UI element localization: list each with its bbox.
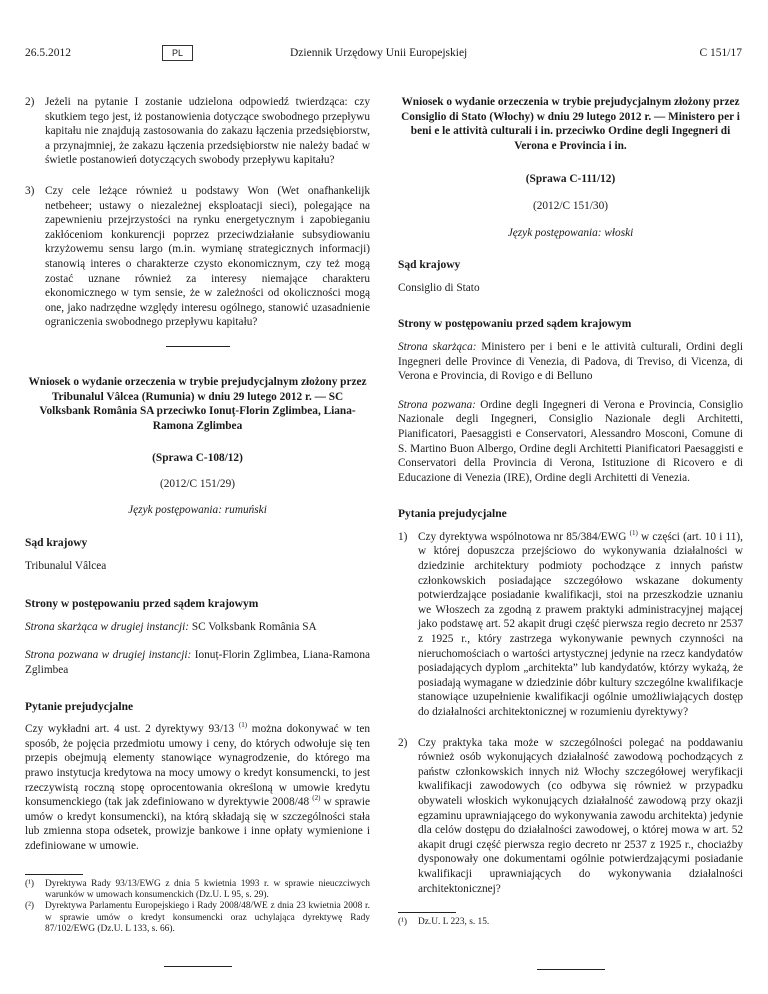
footnote-1 xyxy=(25,879,370,902)
right-column xyxy=(398,95,743,970)
question-item xyxy=(398,530,743,720)
end-divider xyxy=(537,969,605,970)
defendant-line xyxy=(25,648,370,677)
question-text: Czy cele leżące również u podstawy Won (Wet onafhankelijk netbeheer; ustawy o niezależnej eksploatacji sieci), polegające na zapewnieniu przejrzystości na rynku energetycznym i zapobieganiu zakłóceniom konkurencji poprzez przeciwdziałanie subsydiowaniu krzyżowemu sensu largo (m.in. wymianę strategicznych informacji) stanowią interes o charakterze czysto ekonomicznym, czy też mogą zostać uznane również za interesy niemające charakteru ekonomicznego w tym sensie, że w zależności od okoliczności mogą one, jako nadrzędne względy interesu ogólnego, stanowić uzasadnienie ograniczenia swobodnego przepływu kapitału? xyxy=(45,184,370,329)
case-number: (Sprawa C-108/12) xyxy=(152,452,243,465)
footnote-rule xyxy=(398,912,456,913)
footnote-1 xyxy=(398,917,743,928)
case-reference: (2012/C 151/30) xyxy=(533,199,608,212)
page-header xyxy=(22,45,746,67)
question-item xyxy=(25,184,370,330)
footnote-ref-1[interactable]: (1) xyxy=(629,529,638,538)
plaintiff-label: Strona skarżąca: xyxy=(398,340,477,353)
defendant-name: Ordine degli Ingegneri di Verona e Provincia, Consiglio Nazionale degli Ingegneri, Consiglio Nazionale degli Architetti, Pianificatori, Paesaggisti e Conservatori, Alessandro Mosconi, Comune di S. Martino Buon Albergo, Ordine degli Architetti Pianificatori Paesaggisti e Conservatori della Provincia di Verona, Istituzione di Ricovero e di Educazione di Venezia (IRE), Ordine degli Architetti di Venezia. xyxy=(398,398,743,484)
footnote-text: Dyrektywa Parlamentu Europejskiego i Rady 2008/48/WE z dnia 23 kwietnia 2008 r. w sprawie umów o kredyt konsumencki oraz uchylająca dyrektywę Rady 87/102/EWG (Dz.U. L 133, s. 66). xyxy=(45,901,370,935)
footnote-ref-1[interactable]: (1) xyxy=(238,721,248,730)
page-number: C 151/17 xyxy=(699,47,742,59)
case-reference: (2012/C 151/29) xyxy=(160,477,235,490)
section-divider xyxy=(166,346,230,347)
question-item xyxy=(398,736,743,897)
defendant-label: Strona pozwana w drugiej instancji: xyxy=(25,649,192,662)
question-part: można dokonywać w ten sposób, że pojęcia przedmiotu umowy i ceny, do których odwołuje się ten przepis obejmują elementy stanowiące wynagrodzenie, do którego ma prawo instytucja kredytowa na mocy umowy o kredyt konsumencki, to jest rzeczywistą roczną stopę oprocentowania określoną w umowie kredytu konsumenckiego (tak jak zdefiniowano w dyrektywie 2008/48 xyxy=(25,723,371,809)
national-court-heading: Sąd krajowy xyxy=(398,259,461,272)
plaintiff-name: SC Volksbank România SA xyxy=(191,620,317,633)
plaintiff-label: Strona skarżąca w drugiej instancji: xyxy=(25,620,190,633)
footnote-text: Dz.U. L 223, s. 15. xyxy=(418,917,490,928)
national-court: Consiglio di Stato xyxy=(398,281,480,294)
defendant-label: Strona pozwana: xyxy=(398,398,476,411)
question-number: 2) xyxy=(25,96,35,108)
case-title: Wniosek o wydanie orzeczenia w trybie prejudycjalnym złożony przez Consiglio di Stato (Włochy) w dniu 29 lutego 2012 r. — Ministero per i beni e le attività culturali i in. przeciwko Ordine degli Ingegneri di Verona e Provincia i in. xyxy=(401,96,740,152)
question-part: Czy dyrektywa wspólnotowa nr 85/384/EWG xyxy=(418,530,627,543)
footnote-number: (¹) xyxy=(398,917,408,928)
questions-heading: Pytania prejudycjalne xyxy=(398,508,507,521)
national-court-heading: Sąd krajowy xyxy=(25,537,88,550)
procedure-language: Język postępowania: włoski xyxy=(507,226,634,239)
parties-heading: Strony w postępowaniu przed sądem krajowym xyxy=(25,598,259,611)
footnote-ref-2[interactable]: (2) xyxy=(312,794,321,803)
question-heading: Pytanie prejudycjalne xyxy=(25,700,134,713)
procedure-language: Język postępowania: rumuński xyxy=(128,504,267,517)
question-part: Czy wykładni art. 4 ust. 2 dyrektywy 93/13 xyxy=(25,723,235,736)
footnote-number: (¹) xyxy=(25,878,35,889)
case-title: Wniosek o wydanie orzeczenia w trybie prejudycjalnym złożony przez Tribunalul Vâlcea (Rumunia) w dniu 29 lutego 2012 r. — SC Volksbank România SA przeciwko Ionuț-Florin Zglimbea, Liana-Ramona Zglimbea xyxy=(28,375,367,432)
question-item xyxy=(25,95,370,168)
plaintiff-line xyxy=(398,340,743,384)
question-number: 2) xyxy=(398,736,408,749)
left-column xyxy=(25,95,370,967)
question-text xyxy=(418,530,743,720)
question-text: Jeżeli na pytanie I zostanie udzielona odpowiedź twierdząca: czy skutkiem tego jest, iż postanowienia dotyczące swobodnego przepływu kapitału nie znajdują zastosowania do zakazu łączenia przedsiębiorstw, a przynajmniej, że zakazu łączenia przedsiębiorstw nie należy badać w świetle postanowień dotyczących swobody przepływu kapitału? xyxy=(45,96,370,167)
parties-heading: Strony w postępowaniu przed sądem krajowym xyxy=(398,318,632,331)
national-court: Tribunalul Vâlcea xyxy=(25,559,107,572)
question-text: Czy praktyka taka może w szczególności polegać na poddawaniu również osób wykonujących działalność zawodową pochodzących z państw członkowskich innych niż Włochy szczegółowej weryfikacji kwalifikacji zawodowych (co odbywa się również w przypadku obywateli włoskich wykonujących działalność zawodową przy okazji egzaminu uprawniającego do wykonywania zawodu architekta) jedynie dla celów dostępu do działalności zawodowej, o której mowa w art. 52 akapit drugi część pierwsza regio decreto nr 2537 z 1925 r., chociażby dysponowały one dokumentami ogólnie potwierdzającymi posiadanie kwalifikacji uprawniających do wykonywania działalności architektonicznej? xyxy=(418,736,743,895)
footnote-number: (²) xyxy=(25,901,35,912)
defendant-name: Ionuț-Florin Zglimbea, Liana-Ramona Zglimbea xyxy=(25,649,370,677)
question-body xyxy=(25,722,370,853)
plaintiff-name: Ministero per i beni e le attività culturali, Ordini degli Ingegneri delle Province di Venezia, di Padova, di Treviso, di Vicenza, di Verona e Provincia, di Rovigo e di Belluno xyxy=(398,340,743,383)
question-part: w części (art. 10 i 11), w której dopuszcza przejściowo do wykonywania działalności w dziedzinie architektury podmioty pochodzące z innych państw członkowskich posiadające szczegółowo wskazane dokumenty potwierdzające posiadanie kwalifikacji, stoi na przeszkodzie uznaniu we Włoszech za zgodną z prawem praktyki administracyjnej mającej jako podstawę art. 52 akapit drugi część pierwsza regio decreto nr 2537 z 1925 r., który zastrzega wykonywanie pewnych czynności na nieruchomościach o wartości artystycznej jedynie na rzecz kandydatów posiadających dyplom „architekta” lub kandydatów, którzy wykażą, że posiadają wymagane w dziedzinie dóbr kultury szczególne kwalifikacje stanowiące uzupełnienie kwalifikacji ogólnie umożliwiających dostęp do działalności architektonicznej w rozumieniu dyrektywy? xyxy=(418,530,743,718)
question-number: 3) xyxy=(25,184,35,197)
question-number: 1) xyxy=(398,530,408,543)
footnote-text: Dyrektywa Rady 93/13/EWG z dnia 5 kwietnia 1993 r. w sprawie nieuczciwych warunków w umowach konsumenckich (Dz.U. L 95, s. 29). xyxy=(45,878,370,900)
question-part: w sprawie umów o kredyt konsumencki), na którą składają się w szczególności stała lub zmienna stopa odsetek, prowizje bankowe i inne opłaty wymienione i zdefiniowane w umowie. xyxy=(25,796,370,852)
plaintiff-line xyxy=(25,620,370,635)
journal-title: Dziennik Urzędowy Unii Europejskiej xyxy=(290,47,468,59)
case-number: (Sprawa C-111/12) xyxy=(525,173,616,186)
footnote-rule xyxy=(25,874,83,875)
language-badge: PL xyxy=(162,45,193,61)
footnote-2 xyxy=(25,901,370,935)
end-divider xyxy=(164,966,232,967)
publication-date: 26.5.2012 xyxy=(25,47,71,59)
defendant-line xyxy=(398,398,743,486)
